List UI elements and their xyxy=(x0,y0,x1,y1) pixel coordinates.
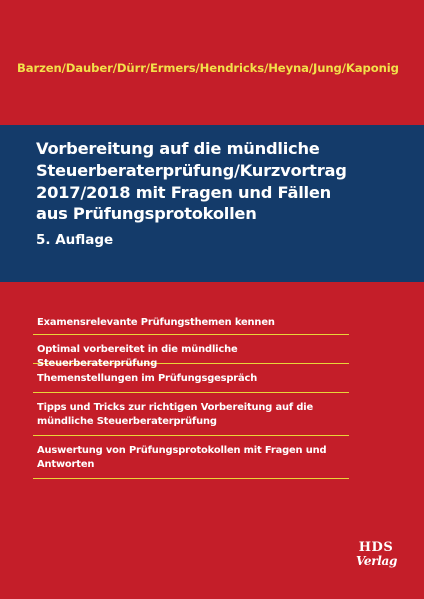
feature-item: Tipps und Tricks zur richtigen Vorbereitung auf die mündliche Steuerberaterprüfung xyxy=(33,393,349,436)
title-line: Steuerberaterprüfung/Kurzvortrag xyxy=(36,160,347,180)
title-line: aus Prüfungsprotokollen xyxy=(36,204,257,224)
publisher-logo-top: HDS xyxy=(358,540,394,555)
edition-label: 5. Auflage xyxy=(36,232,114,248)
feature-item: Themenstellungen im Prüfungsgespräch xyxy=(33,364,349,393)
publisher-logo-bottom: Verlag xyxy=(356,554,398,568)
title-band xyxy=(0,125,424,282)
feature-item: Optimal vorbereitet in die mündliche Steuerberaterprüfung xyxy=(33,335,349,364)
feature-list xyxy=(33,310,349,479)
title-line: 2017/2018 mit Fragen und Fällen xyxy=(36,182,331,202)
feature-item: Auswertung von Prüfungsprotokollen mit Fragen und Antworten xyxy=(33,436,349,479)
book-title xyxy=(36,138,420,225)
authors: Barzen/Dauber/Dürr/Ermers/Hendricks/Heyna/Jung/Kaponig xyxy=(17,61,399,75)
feature-item: Examensrelevante Prüfungsthemen kennen xyxy=(33,310,349,335)
title-line: Vorbereitung auf die mündliche xyxy=(36,139,320,158)
publisher-logo xyxy=(356,541,396,568)
